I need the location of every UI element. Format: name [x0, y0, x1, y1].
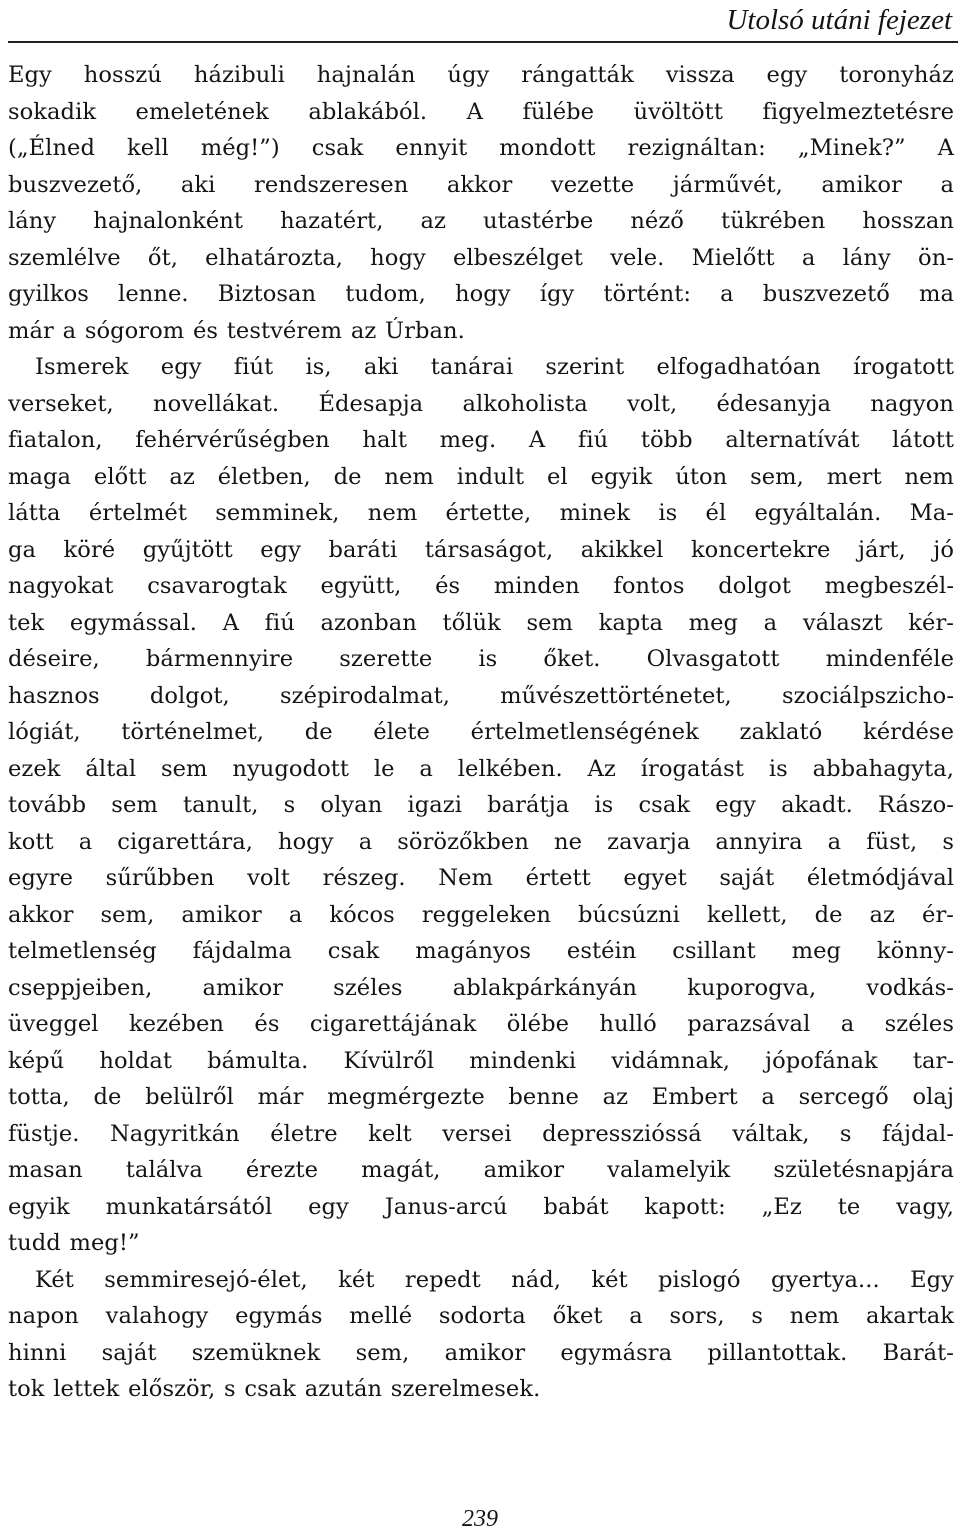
text-line: lány hajnalonként hazatért, az utastérbe néző tükrében hosszan — [8, 208, 954, 234]
paragraph-1 — [8, 57, 954, 349]
text-line: már a sógorom és testvérem az Úrban. — [8, 317, 465, 344]
paragraph-3 — [8, 1262, 954, 1408]
text-line: hasznos dolgot, szépirodalmat, művészettörténetet, szociálpszicho- — [8, 682, 954, 709]
text-line: tek egymással. A fiú azonban tőlük sem kapta meg a választ kér- — [8, 609, 954, 636]
text-line: maga előtt az életben, de nem indult el egyik úton sem, mert nem — [8, 463, 954, 490]
header-rule — [8, 41, 958, 43]
text-line: gyilkos lenne. Biztosan tudom, hogy így történt: a buszvezető ma — [8, 281, 954, 307]
text-line: tudd meg!” — [8, 1230, 140, 1256]
text-line: látta értelmét semminek, nem értette, minek is él egyáltalán. Ma- — [8, 500, 954, 526]
text-line: ga köré gyűjtött egy baráti társaságot, akikkel koncertekre járt, jó — [8, 536, 954, 563]
text-line: fiatalon, fehérvérűségben halt meg. A fiú több alternatívát látott — [8, 427, 954, 453]
text-line: cseppjeiben, amikor széles ablakpárkányán kuporogva, vodkás- — [8, 974, 954, 1001]
paragraph-2 — [8, 349, 954, 1262]
text-line: ezek által sem nyugodott le a lelkében. Az írogatást is abbahagyta, — [8, 755, 954, 782]
text-line: déseire, bármennyire szerette is őket. Olvasgatott mindenféle — [8, 646, 954, 672]
text-line: telmetlenség fájdalma csak magányos estéin csillant meg könny- — [8, 938, 954, 964]
page-number: 239 — [462, 1506, 498, 1532]
text-line: („Élned kell még!”) csak ennyit mondott rezignáltan: „Minek?” A — [8, 135, 954, 161]
text-line: napon valahogy egymás mellé sodorta őket a sors, s nem akartak — [8, 1303, 954, 1329]
text-line: egyik munkatársától egy Janus-arcú babát kapott: „Ez te vagy, — [8, 1193, 954, 1220]
text-line: akkor sem, amikor a kócos reggeleken búcsúzni kellett, de az ér- — [8, 901, 954, 928]
text-line: tok lettek először, s csak azután szerelmesek. — [8, 1376, 541, 1402]
text-line: buszvezető, aki rendszeresen akkor vezette járművét, amikor a — [8, 171, 954, 198]
text-line: egyre sűrűbben volt részeg. Nem értett egyet saját életmódjával — [8, 865, 954, 891]
text-line: totta, de belülről már megmérgezte benne az Embert a sercegő olaj — [8, 1084, 954, 1110]
text-line: sokadik emeletének ablakából. A fülébe üvöltött figyelmeztetésre — [8, 98, 954, 125]
text-line: Ismerek egy fiút is, aki tanárai szerint elfogadhatóan írogatott — [35, 354, 954, 380]
text-line: hinni saját szemüknek sem, amikor egymásra pillantottak. Barát- — [8, 1339, 954, 1366]
text-line: verseket, novellákat. Édesapja alkoholista volt, édesanyja nagyon — [8, 390, 954, 417]
page-body — [8, 57, 954, 1408]
text-line: Két semmiresejó-élet, két repedt nád, két pislogó gyertya... Egy — [35, 1266, 954, 1293]
running-title: Utolsó utáni fejezet — [726, 4, 952, 36]
text-line: tovább sem tanult, s olyan igazi barátja is csak egy akadt. Rászo- — [8, 792, 954, 818]
text-line: füstje. Nagyritkán életre kelt versei depresszióssá váltak, s fájdal- — [8, 1120, 954, 1147]
text-line: lógiát, történelmet, de élete értelmetlenségének zaklató kérdése — [8, 719, 954, 745]
text-line: üveggel kezében és cigarettájának ölébe hulló parazsával a széles — [8, 1011, 954, 1037]
text-line: nagyokat csavarogtak együtt, és minden fontos dolgot megbeszél- — [8, 573, 954, 599]
text-line: Egy hosszú házibuli hajnalán úgy rángatták vissza egy toronyház — [8, 62, 954, 88]
text-line: masan találva érezte magát, amikor valamelyik születésnapjára — [8, 1157, 954, 1183]
text-line: képű holdat bámulta. Kívülről mindenki vidámnak, jópofának tar- — [8, 1047, 954, 1074]
text-line: szemlélve őt, elhatározta, hogy elbeszélget vele. Mielőtt a lány ön- — [8, 244, 954, 271]
text-line: kott a cigarettára, hogy a sörözőkben ne zavarja annyira a füst, s — [8, 828, 954, 855]
